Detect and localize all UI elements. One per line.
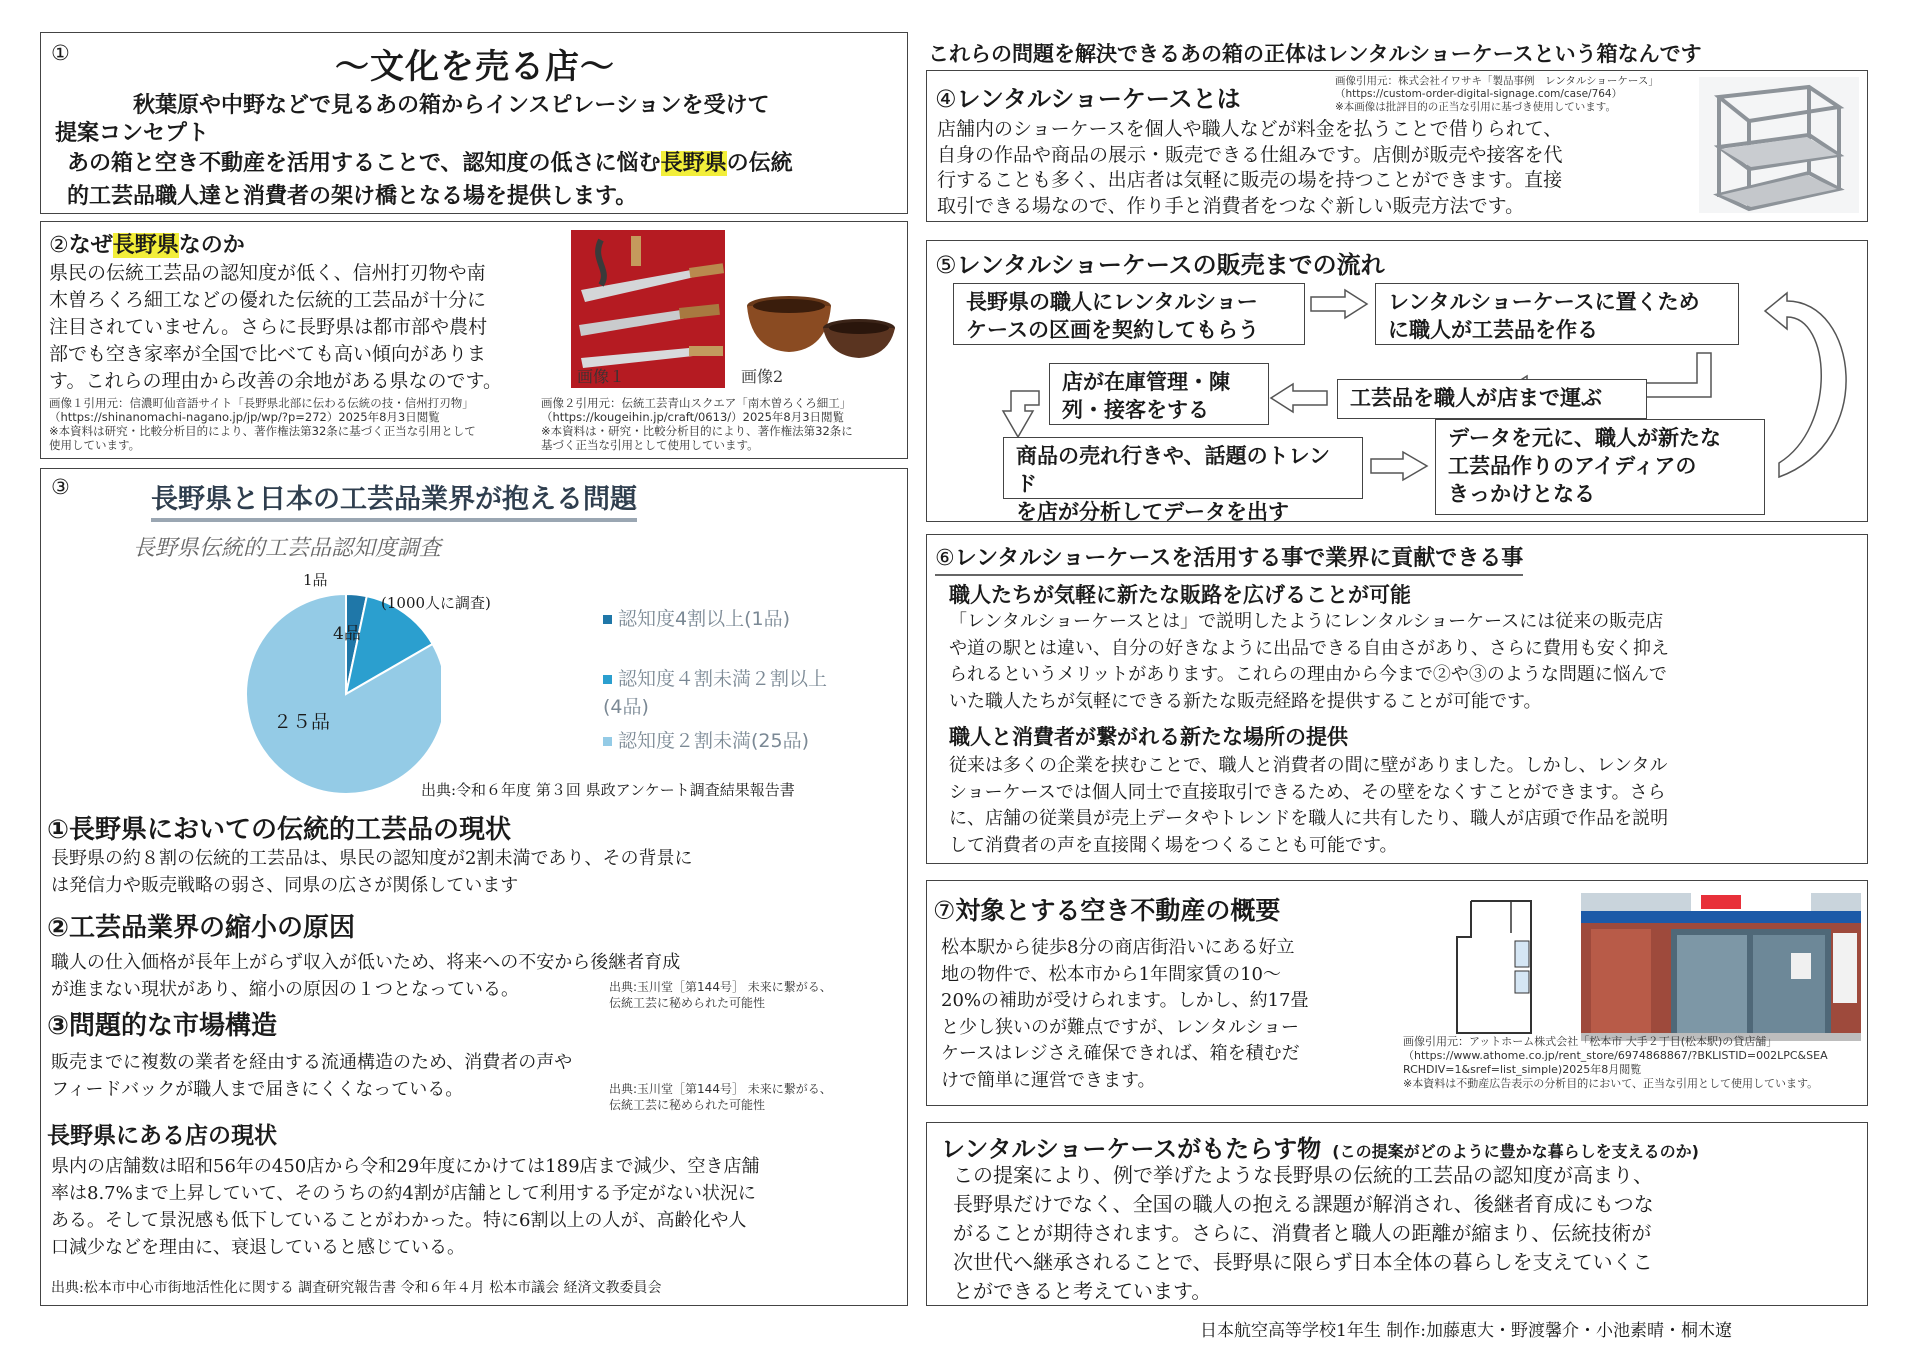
slice-label-25: ２５品 (273, 711, 331, 733)
section-concept (40, 32, 908, 214)
body-line: られるというメリットがあります。これらの理由から今まで②や③のような問題に悩んで (949, 664, 1667, 685)
survey-note: (1000人に調査) (381, 594, 491, 612)
body-line: や道の駅とは違い、自分の好きなように出品できる自由さがあり、さらに費用も安く抑え (949, 637, 1669, 659)
image2-label: 画像2 (741, 367, 784, 386)
benefits-body (953, 1161, 1654, 1306)
storefront-photo (1581, 893, 1861, 1041)
body-line: 従来は多くの企業を挟むことで、職人と消費者の間に壁がありました。しかし、レンタル (949, 755, 1668, 776)
concept-label: 提案コンセプト (55, 121, 210, 146)
image-citation (1335, 75, 1659, 114)
page-title: ～文化を売る店～ (335, 47, 615, 87)
concept-body (67, 147, 907, 213)
citation-line: （https://kougeihin.jp/craft/0613/）2025年8月3日閲覧 (541, 410, 845, 424)
body-line: が進まない現状があり、縮小の原因の１つとなっている。 (51, 979, 519, 1000)
chart-source: 出典:令和６年度 第３回 県政アンケート調査結果報告書 (421, 781, 795, 799)
body-line: 販売までに複数の業者を経由する流通構造のため、消費者の声や (51, 1052, 573, 1073)
section-number: ④ (935, 85, 957, 113)
heading-text: レンタルショーケースの販売までの流れ (956, 251, 1385, 279)
heading-text: レンタルショーケースを活用する事で業界に貢献できる事 (954, 546, 1524, 571)
sub-heading: ②工芸品業界の縮小の原因 (47, 913, 356, 943)
subtitle: 秋葉原や中野などで見るあの箱からインスピレーションを受けて (133, 93, 770, 118)
citation-line: 画像引用元：アットホーム株式会社「松本市 大手２丁目(松本駅)の貸店舗」 (1403, 1035, 1778, 1048)
body-line: フィードバックが職人まで届きにくくなっている。 (51, 1079, 464, 1100)
sub-heading: 長野県にある店の現状 (47, 1123, 277, 1149)
sub-heading: 職人と消費者が繋がれる新たな場所の提供 (949, 725, 1348, 749)
footer-credits: 日本航空高等学校1年生 制作:加藤恵大・野渡馨介・小池素晴・桐木遼 (1200, 1321, 1732, 1341)
sub-body (51, 845, 692, 899)
body-line: 行することも多く、出店者は気軽に販売の場を持つことができます。直接 (937, 169, 1563, 191)
step-line: 工芸品作りのアイディアの (1448, 454, 1697, 478)
section-heading (941, 1129, 1699, 1164)
step-line: 工芸品を職人が店まで運ぶ (1350, 386, 1602, 410)
step-line: 列・接客をする (1062, 398, 1209, 422)
sub-heading: ③問題的な市場構造 (47, 1011, 278, 1041)
arrow-right-icon (1371, 452, 1427, 480)
arrow-return-icon (1765, 293, 1846, 477)
property-body (941, 935, 1308, 1094)
body-line: 地の物件で、松本市から1年間家賃の10～ (941, 963, 1281, 985)
highlight-nagano: 長野県 (660, 151, 727, 176)
section-number: ③ (51, 475, 70, 499)
image2-citation (541, 396, 901, 452)
body-line: 県内の店舗数は昭和56年の450店から令和29年度にかけては189店まで減少、空き店舗 (51, 1156, 760, 1177)
legend-swatch (603, 615, 612, 624)
legend-swatch (603, 675, 612, 684)
body-line: 次世代へ継承されることで、長野県に限らず日本全体の暮らしを支えていくこ (953, 1250, 1653, 1274)
slice-label-1: 1品 (303, 571, 328, 589)
flow-step-6 (1435, 419, 1765, 515)
body-line: 県民の伝統工芸品の認知度が低く、信州打刃物や南 (49, 262, 486, 284)
body-line: に、店舗の従業員が売上データやトレンドを職人に共有したり、職人が店頭で作品を説明 (949, 808, 1669, 829)
body-line: は発信力や販売戦略の弱さ、同県の広さが関係しています (51, 875, 519, 896)
body-line: 口減少などを理由に、衰退していると感じている。 (51, 1237, 465, 1258)
body-line: 注目されていません。さらに長野県は都市部や農村 (49, 316, 488, 338)
body-line: と少し狭いのが難点ですが、レンタルショー (941, 1016, 1300, 1038)
body-line: 木曽ろくろ細工などの優れた伝統的工芸品が十分に (49, 289, 487, 311)
sub-heading: ①長野県においての伝統的工芸品の現状 (47, 815, 512, 845)
heading-text: レンタルショーケースとは (956, 85, 1241, 113)
legend-item (603, 727, 827, 755)
step-line: 商品の売れ行きや、話題のトレンド (1016, 444, 1331, 496)
section-number: ⑦ (933, 896, 956, 925)
citation-line: RCHDIV=1&sref=list_simple)2025年8月閲覧 (1403, 1063, 1642, 1076)
section-heading (935, 79, 1241, 114)
section-flow (926, 240, 1868, 522)
citation-line: ※本資料は研究・比較分析目的により、著作権法第32条に基づく正当な引用として (49, 424, 476, 438)
image-citation (1403, 1035, 1828, 1091)
legend-label: (4品) (603, 696, 649, 718)
section-contribution (926, 534, 1868, 864)
body-line: 「レンタルショーケースとは」で説明したようにレンタルショーケースには従来の販売店 (949, 611, 1664, 632)
body-line: 店舗内のショーケースを個人や職人などが料金を払うことで借りられて、 (937, 118, 1563, 140)
legend-label: 認知度４割未満２割以上 (618, 668, 828, 690)
arrow-left-icon (1271, 384, 1327, 412)
step-line: きっかけとなる (1448, 482, 1595, 506)
arrow-down-icon (1003, 391, 1039, 437)
legend-item (603, 605, 827, 633)
concept-text: 的工芸品職人達と消費者の架け橋となる場を提供します。 (67, 184, 638, 209)
heading-note: (この提案がどのように豊かな暮らしを支えるのか) (1332, 1142, 1699, 1161)
sub-heading: 職人たちが気軽に新たな販路を広げることが可能 (949, 583, 1411, 607)
section-benefits (926, 1122, 1868, 1306)
citation-line: （https://shinanomachi-nagano.jp/jp/wp/?p=272）2025年8月3日閲覧 (49, 410, 440, 424)
legend-swatch (603, 737, 612, 746)
section-number: ⑥ (935, 546, 955, 571)
citation-line: 伝統工芸に秘められた可能性 (609, 1098, 766, 1112)
source-citation (609, 1081, 832, 1113)
chart-legend (603, 605, 827, 755)
image1-citation (49, 396, 529, 452)
body-line: ある。そして景況感も低下していることがわかった。特に6割以上の人が、高齢化や人 (51, 1210, 747, 1231)
body-line: いた職人たちが気軽にできる新たな販売経路を提供することが可能です。 (949, 690, 1542, 712)
section-number: ① (51, 41, 70, 65)
what-is-body (937, 117, 1562, 219)
body-line: ショーケースでは個人同士で直接取引できるため、その壁をなくすことができます。さら (949, 781, 1666, 803)
citation-line: （https://www.athome.co.jp/rent_store/6974868867/?BKLISTID=002LPC&SEA (1403, 1049, 1828, 1062)
citation-line: （https://custom-order-digital-signage.com/case/764） (1335, 88, 1623, 100)
body-line: して消費者の声を直接聞く場をつくることも可能です。 (949, 834, 1398, 856)
body-line: この提案により、例で挙げたような長野県の伝統的工芸品の認知度が高まり、 (953, 1163, 1653, 1187)
right-column-header: これらの問題を解決できるあの箱の正体はレンタルショーケースという箱なんです (928, 38, 1702, 72)
concept-text: の伝統 (726, 151, 793, 176)
section-number: ⑤ (935, 251, 957, 279)
step-line: レンタルショーケースに置くため (1388, 290, 1700, 314)
body-line: がることが期待されます。さらに、消費者と職人の距離が縮まり、伝統技術が (953, 1221, 1652, 1245)
citation-line: 出典:玉川堂［第144号］ 未来に繋がる、 (609, 980, 832, 994)
section-what-is (926, 70, 1868, 222)
citation-line: 使用しています。 (49, 438, 141, 452)
section-heading (933, 891, 1280, 927)
section-heading: 長野県と日本の工芸品業界が抱える問題 (151, 477, 637, 522)
body-line: 自身の作品や商品の展示・販売できる仕組みです。店側が販売や接客を代 (937, 143, 1563, 166)
citation-line: 基づく正当な引用として使用しています。 (541, 438, 759, 452)
source-citation (609, 979, 832, 1011)
step-line: 店が在庫管理・陳 (1062, 370, 1230, 394)
arrow-right-icon (1311, 290, 1367, 318)
body-line: 部でも空き家率が全国で比べても高い傾向がありま (49, 343, 487, 365)
heading-text: 対象とする空き不動産の概要 (955, 896, 1281, 925)
step-line: データを元に、職人が新たな (1448, 426, 1721, 450)
sub-body (949, 753, 1668, 859)
section-why-nagano (40, 221, 908, 459)
flow-step-1 (953, 283, 1305, 345)
citation-line: 伝統工芸に秘められた可能性 (609, 996, 766, 1010)
concept-text: あの箱と空き不動産を活用することで、認知度の低さに悩む (67, 151, 661, 176)
step-line: に職人が工芸品を作る (1388, 318, 1598, 342)
highlight-nagano: 長野県 (112, 233, 179, 258)
citation-line: ※本資料は不動産広告表示の分析目的において、正当な引用として使用しています。 (1403, 1077, 1819, 1090)
section-property (926, 880, 1868, 1106)
legend-label: 認知度２割未満(25品) (618, 730, 810, 752)
citation-line: 画像１引用元：信濃町仙音語サイト「長野県北部に伝わる伝統の技・信州打刃物」 (49, 396, 474, 410)
heading-text: なのか (178, 233, 245, 258)
citation-line: 画像引用元：株式会社イワサキ「製品事例 レンタルショーケース」 (1335, 75, 1659, 87)
citation-line: ※本画像は批評目的の正当な引用に基づき使用しています。 (1335, 101, 1616, 113)
step-line: を店が分析してデータを出す (1016, 500, 1289, 524)
sub-body (51, 949, 680, 1003)
body-line: とができると考えています。 (953, 1279, 1212, 1303)
sub-body (51, 1153, 760, 1261)
heading-text: レンタルショーケースがもたらす物 (941, 1135, 1322, 1163)
section-problems (40, 468, 908, 1306)
body-line: 取引できる場なので、作り手と消費者をつなぐ新しい販売方法です。 (937, 194, 1525, 217)
legend-item (603, 665, 827, 721)
image1-label: 画像１ (577, 367, 626, 386)
why-body (49, 260, 502, 395)
section-heading (935, 541, 1523, 576)
body-line: ケースはレジさえ確保できれば、箱を積むだ (941, 1043, 1300, 1064)
floor-plan (1449, 897, 1539, 1039)
chart-title: 長野県伝統的工芸品認知度調査 (133, 536, 442, 561)
body-line: す。これらの理由から改善の余地がある県なのです。 (49, 370, 502, 392)
sub-body (949, 609, 1669, 715)
body-line: 率は8.7%まで上昇していて、そのうちの約4割が店舗として利用する予定がない状況に (51, 1183, 756, 1204)
body-line: 松本駅から徒歩8分の商店街沿いにある好立 (941, 937, 1295, 958)
sub-body (51, 1049, 572, 1103)
citation-line: ※本資料は・研究・比較分析目的により、著作権法第32条に (541, 424, 853, 438)
section-number: ② (49, 233, 69, 258)
flow-step-5 (1003, 437, 1363, 524)
flow-step-2 (1375, 283, 1739, 345)
body-line: 職人の仕入価格が長年上がらず収入が低いため、将来への不安から後継者育成 (51, 952, 681, 973)
body-line: 長野県だけでなく、全国の職人の抱える課題が解消され、後継者育成にもつな (953, 1192, 1654, 1216)
citation-line: 画像２引用元：伝統工芸青山スクエア「南木曽ろくろ細工」 (541, 396, 852, 410)
slice-label-4: 4品 (333, 624, 361, 644)
section-heading (49, 228, 245, 259)
step-line: ケースの区画を契約してもらう (966, 318, 1259, 342)
showcase-photo (1699, 77, 1859, 213)
body-line: 20%の補助が受けられます。しかし、約17畳 (941, 990, 1309, 1011)
heading-text: なぜ (68, 233, 113, 258)
body-line: 長野県の約８割の伝統的工芸品は、県民の認知度が2割未満であり、その背景に (51, 848, 693, 869)
flow-step-4 (1049, 363, 1269, 425)
legend-label: 認知度4割以上(1品) (618, 608, 791, 630)
citation-line: 出典:玉川堂［第144号］ 未来に繋がる、 (609, 1082, 832, 1096)
flow-step-3 (1337, 379, 1647, 419)
step-line: 長野県の職人にレンタルショー (966, 290, 1258, 314)
source-citation: 出典:松本市中心市街地活性化に関する 調査研究報告書 令和６年４月 松本市議会 経済文教委員会 (51, 1280, 662, 1296)
body-line: けで簡単に運営できます。 (941, 1069, 1156, 1091)
